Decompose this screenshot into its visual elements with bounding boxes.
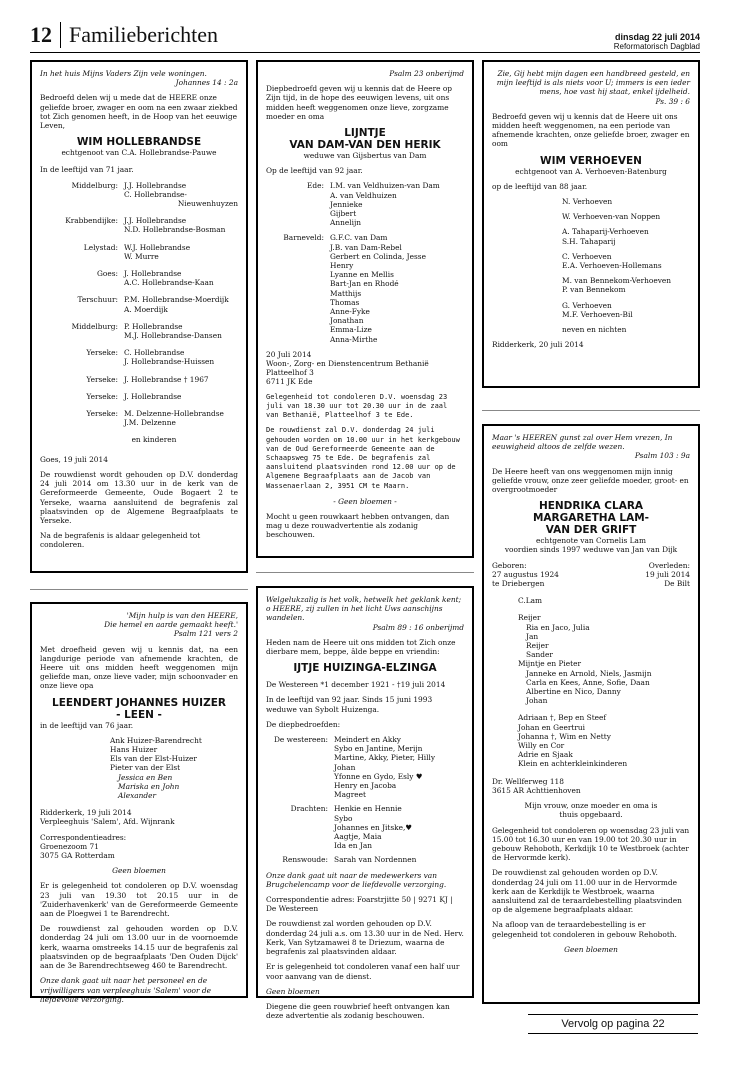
- member-name: Johan en Geertrui: [518, 722, 585, 732]
- condole: Gelegenheid tot condoleren D.V. woensdag 23 juli van 18.30 uur tot 20.30 uur in de zaal van Bethanië, Platteelhof 3 te Ede.: [266, 392, 448, 420]
- after: Na afloop van de teraardebestelling is er gelegenheid tot condoleren in gebouw Rehoboth.: [492, 920, 677, 939]
- member-name: A. Moerdijk: [124, 304, 168, 314]
- group-place: Terschuur:: [77, 295, 118, 305]
- member-name: E.A. Verhoeven-Hollemans: [562, 261, 662, 271]
- group-names: [334, 735, 464, 799]
- family-entry: [562, 276, 690, 294]
- bereaved-label: De diepbedroefden:: [266, 719, 341, 729]
- member-name: W. Murre: [124, 251, 159, 261]
- member-name: Hans Huizer: [110, 745, 158, 755]
- address-line: Platteelhof 3: [266, 368, 314, 378]
- place-date: Goes, 19 juli 2014: [40, 454, 108, 464]
- member-name: C. Hollebrandse: [124, 348, 185, 358]
- age: In de leeftijd van 92 jaar. Sinds 15 juni 1993 weduwe van Sybolt Huizenga.: [266, 695, 433, 714]
- group-place: Yerseke:: [86, 374, 118, 384]
- verse: Maar 's HEEREN gunst zal over Hem vrezen, In eeuwigheid altoos de zelfde wezen.: [492, 433, 673, 452]
- verse: Welgelukzalig is het volk, hetwelk het geklank kent; o HEERE, zij zullen in het licht Uws aanschijns wandelen.: [266, 595, 462, 623]
- member-name: Meindert en Akky: [334, 735, 401, 745]
- group-place: Krabbendijke:: [65, 216, 118, 226]
- member-name: M.J. Hollebrandse-Dansen: [124, 331, 222, 341]
- member-name: Carla en Kees, Anne, Sofie, Daan: [526, 677, 650, 687]
- deceased-name-1: HENDRIKA CLARA: [538, 500, 644, 513]
- group-names: [124, 375, 238, 384]
- member-name: Aagtje, Maia: [334, 832, 382, 842]
- dates: De Westereen *1 december 1921 - †19 juli 2014: [266, 680, 446, 690]
- obituary-huizinga: [256, 586, 474, 1021]
- spouse: echtgenoot van C.A. Hollebrandse-Pauwe: [61, 148, 217, 158]
- page-number: 12: [30, 22, 52, 47]
- note: Mocht u geen rouwkaart hebben ontvangen, dan mag u deze rouwadvertentie als zodanig beschouwen.: [266, 511, 450, 540]
- member-name: Henkie en Hennie: [334, 804, 402, 814]
- spouse: weduwe van Gijsbertus van Dam: [303, 151, 427, 161]
- section-title: Familieberichten: [60, 22, 218, 48]
- member-name: J. Hollebrandse-Huissen: [124, 357, 215, 367]
- thanks: Onze dank gaat uit naar de medewerkers van Brugchelencamp voor de liefdevolle verzorging.: [266, 870, 447, 889]
- header-date: dinsdag 22 juli 2014: [614, 32, 700, 42]
- group-place: Barneveld:: [283, 233, 324, 243]
- family-group: [40, 322, 238, 340]
- deceased-nickname: - LEEN -: [116, 708, 162, 721]
- family-group: [40, 392, 238, 401]
- address-line: 3615 AR Achttienhoven: [492, 785, 581, 795]
- corr: Correspondentie adres: Foarstrjitte 50 | 9271 KJ | De Westereen: [266, 895, 453, 914]
- member-name: Henry: [330, 261, 354, 271]
- member-name: J.B. van Dam-Rebel: [330, 242, 402, 252]
- intro: Bedroefd geven wij u kennis dat de Heere uit ons midden heeft weggenomen, na een periode van afnemende krachten, onze geliefde broer, zwager en oom: [492, 111, 690, 149]
- spouse: echtgenote van Cornelis Lam: [536, 536, 646, 546]
- group-place: Yerseke:: [86, 391, 118, 401]
- member-name: Willy en Cor: [518, 741, 565, 751]
- member-name: Els van der Elst-Huizer: [110, 754, 197, 764]
- born-date: 27 augustus 1924: [492, 569, 559, 579]
- family-entry: [562, 252, 690, 270]
- family-group: [40, 269, 238, 287]
- family-list: [492, 197, 690, 334]
- place-date: Ridderkerk, 20 juli 2014: [492, 340, 584, 350]
- family-group: [40, 243, 238, 261]
- address-line: Dr. Wellferweg 118: [492, 776, 564, 786]
- group-place: Middelburg:: [71, 321, 118, 331]
- group-names: [330, 181, 464, 227]
- died-label: Overleden:: [648, 560, 690, 570]
- member-name: Johannes en Jitske,♥: [334, 822, 413, 832]
- member-name: Adriaan †, Bep en Steef: [518, 713, 607, 723]
- member-name: Gerbert en Colinda, Jesse: [330, 251, 426, 261]
- obituary-verhoeven: [482, 60, 700, 388]
- divider: [482, 410, 700, 411]
- header-rule: [30, 52, 700, 53]
- member-name: I.M. van Veldhuizen-van Dam: [330, 181, 440, 191]
- service: De rouwdienst zal gehouden worden op D.V. donderdag 24 juli om 11.00 uur in de Hervormde kerk aan de Kerkdijk te Westbroek, waarna aansluitend zal de teraardebestelling plaatsvinden op de algemene begraafplaats aldaar.: [492, 868, 682, 915]
- flowers: - Geen bloemen -: [333, 496, 397, 506]
- deceased-name: IJTJE HUIZINGA-ELZINGA: [293, 662, 437, 675]
- verse-ref: Johannes 14 : 2a: [175, 78, 238, 88]
- birth: [492, 561, 559, 589]
- family-list: [40, 736, 238, 773]
- residence: Verpleeghuis 'Salem', Afd. Wijnrank: [40, 817, 175, 827]
- continue-link[interactable]: Vervolg op pagina 22: [528, 1014, 698, 1034]
- member-name: Sarah van Nordennen: [334, 855, 417, 865]
- member-name: Sybo: [334, 813, 353, 823]
- member-name: G.F.C. van Dam: [330, 233, 388, 243]
- member-name: neven en nichten: [562, 325, 627, 335]
- group-names: [124, 216, 238, 234]
- deceased-name: WIM VERHOEVEN: [540, 154, 642, 167]
- member-name: G. Verhoeven: [562, 300, 612, 310]
- family-entry: [562, 212, 690, 221]
- deceased-name-3: VAN DER GRIFT: [545, 524, 637, 537]
- group-place: Renswoude:: [282, 855, 328, 865]
- member-name: J.J. Hollebrandse: [124, 216, 187, 226]
- member-name: Thomas: [330, 297, 360, 307]
- member-name: P. Hollebrandse: [124, 321, 183, 331]
- member-name: Johan: [334, 762, 356, 772]
- family-group: [40, 181, 238, 209]
- age: in de leeftijd van 76 jaar.: [40, 720, 134, 730]
- family-entry: [562, 197, 690, 206]
- member-name: J. Hollebrandse † 1967: [124, 374, 209, 384]
- member-name: C. Verhoeven: [562, 251, 612, 261]
- member-name: Jonathan: [330, 316, 364, 326]
- obituary-huizer: [30, 602, 248, 1004]
- member-name: Ria en Jaco, Julia: [526, 622, 590, 632]
- death: [645, 561, 690, 589]
- deceased-name-2: MARGARETHA LAM-: [532, 512, 650, 525]
- group-place: Ede:: [307, 181, 324, 191]
- group-place: Drachten:: [290, 804, 328, 814]
- member-name: N. Verhoeven: [562, 197, 613, 207]
- member-name: A. Tahaparij-Verhoeven: [562, 227, 649, 237]
- header-paper: Reformatorisch Dagblad: [613, 42, 700, 51]
- family-group: [40, 348, 238, 366]
- flowers: Geen bloemen: [112, 866, 166, 876]
- group-names: [124, 409, 238, 427]
- group-names: [330, 233, 464, 343]
- intro: Heden nam de Heere uit ons midden tot Zich onze dierbare mem, beppe, âlde beppe en vriendin:: [266, 637, 456, 657]
- member-name: Jan: [526, 631, 539, 641]
- verse: In het huis Mijns Vaders Zijn vele woningen.: [40, 69, 207, 78]
- member-name: M. Delzenne-Hollebrandse: [124, 409, 224, 419]
- member-name: Mariska en John: [118, 781, 180, 791]
- group-names: [124, 269, 238, 287]
- member-name: Johan: [526, 696, 548, 706]
- member-name: Lyanne en Mellis: [330, 270, 394, 280]
- obituary-lam: [482, 424, 700, 1004]
- died-place: De Bilt: [664, 579, 690, 589]
- family-list: [266, 735, 464, 865]
- member-name: A. van Veldhuizen: [330, 190, 397, 200]
- member-name: Klein en achterkleinkinderen: [518, 759, 628, 769]
- member-name: Nieuwenhuyzen: [177, 199, 238, 209]
- flowers: Geen bloemen: [564, 944, 618, 954]
- member-name: Bart-Jan en Rhodé: [330, 279, 399, 289]
- member-name: Mijntje en Pieter: [518, 659, 582, 669]
- address: [266, 359, 464, 387]
- family-entry: [562, 227, 690, 245]
- member-name: Ank Huizer-Barendrecht: [110, 735, 202, 745]
- group-place: Middelburg:: [71, 180, 118, 190]
- place-date: Ridderkerk, 19 juli 2014: [40, 808, 132, 818]
- family-group: [266, 233, 464, 343]
- member-name: Anne-Fyke: [330, 307, 370, 317]
- born-place: te Driebergen: [492, 579, 545, 589]
- intro: Bedroefd delen wij u mede dat de HEERE onze geliefde broer, zwager en oom na een zwaar ziekbed tot Zich genomen heeft, in de Hoop van het eeuwige Leven,: [40, 93, 238, 131]
- member-name: C. Hollebrandse-: [124, 189, 187, 199]
- obituary-hollebrandse: [30, 60, 248, 573]
- group-names: [334, 804, 464, 850]
- member-name: P. van Bennekom: [562, 285, 626, 295]
- verse-ref: Psalm 89 : 16 onberijmd: [372, 622, 464, 632]
- family-list-2: [492, 713, 690, 768]
- member-name: Sybo en Jantine, Merijn: [334, 744, 423, 754]
- family-group: [40, 375, 238, 384]
- member-name: Martine, Akky, Pieter, Hilly: [334, 753, 436, 763]
- group-place: Lelystad:: [83, 242, 118, 252]
- widow: voordien sinds 1997 weduwe van Jan van Dijk: [504, 545, 678, 555]
- member-name: J.J. Hollebrandse: [124, 180, 187, 190]
- service: De rouwdienst zal worden gehouden op D.V. donderdag 24 juli a.s. om 13.30 uur in de Ned. Herv. Kerk, Van Sytzamawei 8 te Driezum, waarna de begrafenis zal plaatsvinden aldaar.: [266, 919, 464, 957]
- verse-line: Die hemel en aarde gemaakt heeft.': [104, 620, 238, 630]
- note: Diegene die geen rouwbrief heeft ontvangen kan deze advertentie als zodanig beschouwen.: [266, 1001, 450, 1021]
- condole: Er is gelegenheid tot condoleren op D.V. woensdag 23 juli van 19.30 tot 20.15 uur in de 'Zuiderhavenkerk' van de Gereformeerde Gemeente aan de Ploegwei 1 te Barendrecht.: [40, 881, 238, 919]
- group-place: Goes:: [96, 269, 118, 279]
- family-group: [266, 181, 464, 227]
- member-name: P.M. Hollebrandse-Moerdijk: [124, 295, 229, 305]
- deceased-name: WIM HOLLEBRANDSE: [76, 136, 202, 149]
- member-name: Reijer: [518, 613, 541, 623]
- member-name: Adrie en Sjaak: [518, 750, 573, 760]
- member-name: N.D. Hollebrandse-Bosman: [124, 225, 226, 235]
- date: 20 Juli 2014: [266, 349, 312, 359]
- group-names: [124, 181, 238, 209]
- service: De rouwdienst zal gehouden worden op D.V. donderdag 24 juli om 13.00 uur in de voornoemde kerk, waarna omstreeks 14.15 uur de begrafenis zal plaatsvinden op de begraafplaats 'Den Ouden Dijck' aan de 3e Barendrechtseweg 460 te Barendrecht.: [40, 924, 238, 971]
- member-name: Jennieke: [330, 199, 363, 209]
- service: De rouwdienst wordt gehouden op D.V. donderdag 24 juli 2014 om 13.30 uur in de kerk van de Gereformeerde Gemeente, Oude Bogaert 2 te Yerseke, waarna aansluitend de begrafenis zal plaatsvinden op de Algemene Begraafplaats te Yerseke.: [40, 469, 238, 525]
- member-name: Ida en Jan: [334, 841, 373, 851]
- age: In de leeftijd van 71 jaar.: [40, 165, 134, 175]
- group-names: [124, 392, 238, 401]
- verse: Psalm 23 onberijmd: [389, 69, 464, 78]
- member-name: Emma-Lize: [330, 325, 372, 335]
- service: De rouwdienst zal D.V. donderdag 24 juli gehouden worden om 10.00 uur in het kerkgebouw van de Oud Gereformeerde Gemeente aan de Schaapsweg 75 te Ede. De begrafenis zal aansluitend plaatsvinden rond 12.00 uur op de Algemene Begraafplaats aan de Jacob van Wassenaerlaan 2, 3951 CM te Maarn.: [266, 426, 460, 490]
- family-group: [266, 804, 464, 850]
- deceased-name: LEENDERT JOHANNES HUIZER: [52, 696, 226, 709]
- group-names: [124, 243, 238, 261]
- deceased-name-first: LIJNTJE: [344, 127, 386, 140]
- group-place: De westereen:: [273, 735, 328, 745]
- family-group: [40, 216, 238, 234]
- member-name: S.H. Tahaparij: [562, 236, 616, 246]
- age: op de leeftijd van 88 jaar.: [492, 181, 588, 191]
- corr-label: Correspondentieadres:: [40, 832, 127, 842]
- family-entry: [562, 325, 690, 334]
- address-line: 6711 JK Ede: [266, 377, 313, 387]
- group-names: [334, 855, 464, 864]
- divider: [30, 589, 248, 590]
- member-name: A.C. Hollebrandse-Kaan: [124, 278, 214, 288]
- died-date: 19 juli 2014: [645, 569, 690, 579]
- family-group: [266, 855, 464, 864]
- member-name: M. van Bennekom-Verhoeven: [562, 276, 672, 286]
- member-name: Johanna †, Wim en Netty: [518, 731, 611, 741]
- family-list: [40, 181, 238, 428]
- kids: en kinderen: [131, 435, 177, 445]
- member-name: Henry en Jacoba: [334, 781, 397, 791]
- condole: Gelegenheid tot condoleren op woensdag 23 juli van 15.00 tot 16.30 uur en van 19.00 tot 20.30 uur in gebouw Rehoboth, Kerkdijk 10 te Westbroek (achter de Hervormde kerk).: [492, 825, 690, 863]
- born-label: Geboren:: [492, 560, 527, 570]
- group-place: Yerseke:: [86, 348, 118, 358]
- obituary-van-dam: [256, 60, 474, 558]
- family-list: [492, 613, 690, 705]
- member-name: W.J. Hollebrandse: [124, 242, 191, 252]
- member-name: Sander: [526, 650, 553, 660]
- intro: De Heere heeft van ons weggenomen mijn innig geliefde vrouw, onze zeer geliefde moeder, groot- en overgrootmoeder: [492, 466, 689, 495]
- member-name: Magreet: [334, 790, 366, 800]
- group-names: [124, 348, 238, 366]
- member-name: Reijer: [526, 641, 549, 651]
- intro: Met droefheid geven wij u kennis dat, na een langdurige periode van afnemende krachten, de Heere uit ons midden heeft weggenomen mijn geliefde man, onze lieve vader, mijn schoonvader en onze lieve opa: [40, 644, 238, 691]
- group-names: [124, 322, 238, 340]
- husband: C.Lam: [518, 596, 543, 606]
- member-name: Matthijs: [330, 288, 362, 298]
- member-name: Pieter van der Elst: [110, 763, 181, 773]
- group-names: [124, 295, 238, 313]
- divider: [256, 572, 474, 573]
- family-group: [40, 295, 238, 313]
- member-name: Gijbert: [330, 209, 357, 219]
- corr-line: 3075 GA Rotterdam: [40, 851, 115, 861]
- member-name: Albertine en Nico, Danny: [526, 687, 621, 697]
- verse-ref: Psalm 103 : 9a: [634, 451, 690, 461]
- note: Na de begrafenis is aldaar gelegenheid tot condoleren.: [40, 531, 201, 550]
- member-name: Anna-Mirthe: [330, 334, 378, 344]
- verse: Zie, Gij hebt mijn dagen een handbreed gesteld, en mijn leeftijd is als niets voor U; immers is een ieder mens, hoe vast hij staat, enkel ijdelheid.: [496, 69, 690, 97]
- member-name: M.F. Verhoeven-Bil: [562, 309, 633, 319]
- grandchildren-list: [40, 773, 238, 801]
- family-list: [266, 181, 464, 343]
- address-line: Woon-, Zorg- en Dienstencentrum Bethanië: [266, 359, 429, 369]
- family-entry: [562, 301, 690, 319]
- deceased-name-last: VAN DAM-VAN DEN HERIK: [289, 139, 441, 152]
- member-name: J. Hollebrandse: [124, 391, 182, 401]
- member-name: W. Verhoeven-van Noppen: [562, 212, 661, 222]
- dressed: thuis opgebaard.: [559, 810, 623, 820]
- member-name: Yfonne en Gydo, Esly ♥: [334, 771, 423, 781]
- member-name: Janneke en Arnold, Niels, Jasmijn: [526, 668, 652, 678]
- verse-line: 'Mijn hulp is van den HEERE,: [126, 611, 238, 620]
- age: Op de leeftijd van 92 jaar.: [266, 166, 363, 176]
- intro: Diepbedroefd geven wij u kennis dat de Heere op Zijn tijd, in de hope des eeuwigen levens, uit ons midden heeft weggenomen onze lieve, zorgzame moeder en oma: [266, 84, 453, 121]
- corr-line: Groenezoom 71: [40, 841, 99, 851]
- member-name: Jessica en Ben: [118, 772, 173, 782]
- verse-ref: Ps. 39 : 6: [655, 96, 690, 106]
- page-header: [0, 0, 738, 60]
- birth-death: [492, 561, 690, 589]
- family-group: [266, 735, 464, 799]
- dressed: Mijn vrouw, onze moeder en oma is: [524, 801, 658, 811]
- condole: Er is gelegenheid tot condoleren vanaf een half uur voor aanvang van de dienst.: [266, 962, 460, 981]
- member-name: J.M. Delzenne: [124, 418, 176, 428]
- flowers: Geen bloemen: [266, 986, 320, 996]
- family-group: [40, 409, 238, 427]
- thanks: Onze dank gaat uit naar het personeel en de vrijwilligers van verpleeghuis 'Salem' voor de liefdevolle verzorging.: [40, 976, 211, 1004]
- group-place: Yerseke:: [86, 409, 118, 419]
- member-name: J. Hollebrandse: [124, 269, 182, 279]
- member-name: Annelijn: [330, 218, 362, 228]
- member-name: Alexander: [118, 791, 157, 801]
- spouse: echtgenoot van A. Verhoeven-Batenburg: [515, 166, 667, 176]
- verse-ref: Psalm 121 vers 2: [173, 629, 238, 639]
